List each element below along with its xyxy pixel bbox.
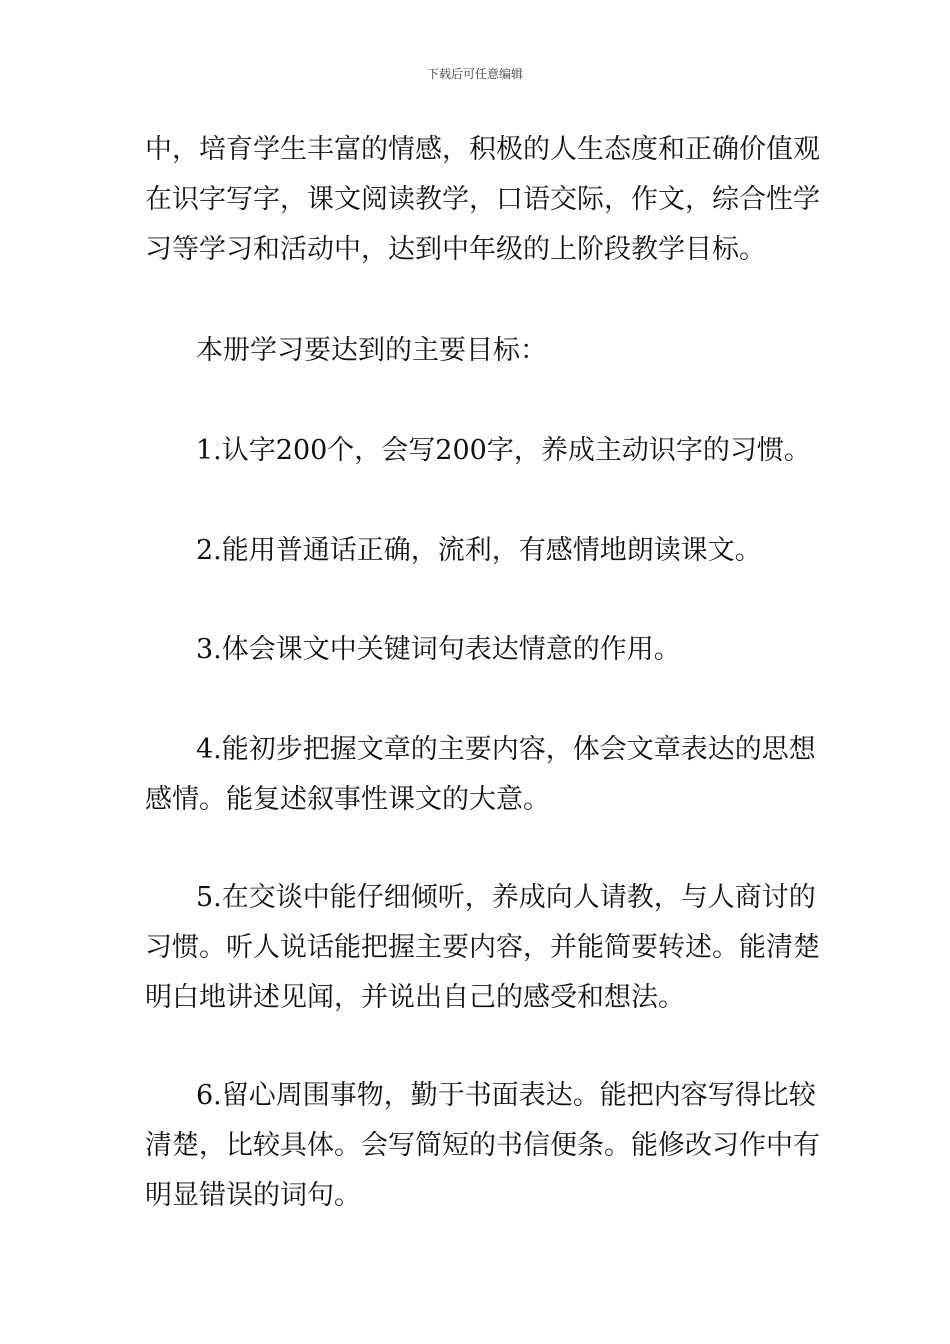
section-heading: 本册学习要达到的主要目标： xyxy=(196,335,547,366)
goal-item-3: 3.体会课文中关键词句表达情意的作用。 xyxy=(196,634,681,665)
goal-item-4: 4.能初步把握文章的主要内容，体会文章表达的思想 xyxy=(196,734,816,765)
page-header: 下载后可任意编辑 xyxy=(426,67,523,81)
goal-item-5-continued: 习惯。听人说话能把握主要内容，并能简要转述。能清楚 xyxy=(145,932,820,963)
paragraph-line: 中，培育学生丰富的情感，积极的人生态度和正确价值观 xyxy=(145,134,820,165)
goal-item-6: 6.留心周围事物，勤于书面表达。能把内容写得比较 xyxy=(196,1080,816,1111)
paragraph-line: 习等学习和活动中，达到中年级的上阶段教学目标。 xyxy=(145,234,766,265)
paragraph-line: 在识字写字，课文阅读教学，口语交际，作文，综合性学 xyxy=(145,184,820,215)
goal-item-6-continued: 清楚，比较具体。会写简短的书信便条。能修改习作中有 xyxy=(145,1130,820,1161)
goal-item-1: 1.认字200个，会写200字，养成主动识字的习惯。 xyxy=(196,435,811,466)
goal-item-4-continued: 感情。能复述叙事性课文的大意。 xyxy=(145,784,550,815)
goal-item-5-continued: 明白地讲述见闻，并说出自己的感受和想法。 xyxy=(145,982,685,1013)
goal-item-5: 5.在交谈中能仔细倾听，养成向人请教，与人商讨的 xyxy=(196,882,816,913)
goal-item-6-continued: 明显错误的词句。 xyxy=(145,1180,361,1211)
goal-item-2: 2.能用普通话正确，流利，有感情地朗读课文。 xyxy=(196,535,762,566)
